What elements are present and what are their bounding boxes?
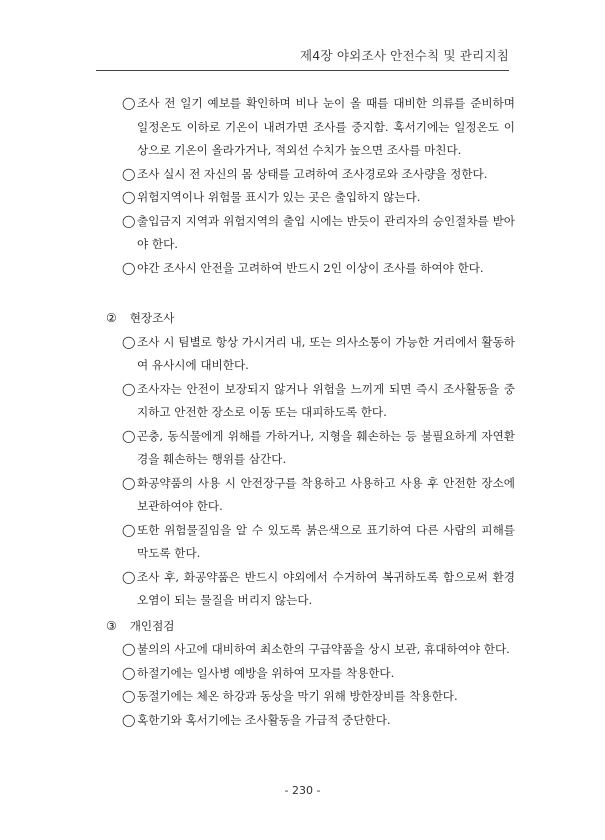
section-title: 개인점검: [129, 618, 175, 633]
item-text: 조사 후, 화공약품은 반드시 야외에서 수거하여 복귀하도록 함으로써 환경오염이 되는 물질을 버리지 않는다.: [137, 569, 515, 607]
item-text: 하절기에는 일사병 예방을 위하여 모자를 착용한다.: [137, 665, 395, 680]
list-item: [106, 472, 515, 519]
item-text: 동절기에는 체온 하강과 동상을 막기 위해 방한장비를 착용한다.: [137, 689, 458, 703]
circle-bullet-icon: ◯: [122, 475, 136, 490]
list-item: [106, 92, 515, 163]
list-item: [106, 519, 515, 566]
circle-bullet-icon: ◯: [122, 712, 136, 727]
list-item: [106, 331, 515, 378]
item-text: 조사자는 안전이 보장되지 않거나 위험을 느끼게 되면 즉시 조사활동을 중지하고 안전한 장소로 이동 또는 대피하도록 한다.: [137, 381, 515, 419]
list-item: [106, 638, 515, 662]
list-item: [106, 163, 515, 187]
chapter-title: 제4장 야외조사 안전수칙 및 관리지침: [300, 48, 509, 63]
section-heading: [106, 615, 515, 639]
circle-bullet-icon: ◯: [122, 689, 136, 703]
list-item: [106, 709, 515, 733]
list-item: [106, 257, 515, 281]
list-item: [106, 210, 515, 257]
running-header: [96, 40, 509, 71]
section-number: ③: [106, 618, 117, 633]
item-text: 화공약품의 사용 시 안전장구를 착용하고 사용하고 사용 후 안전한 장소에 보관하여야 한다.: [137, 475, 515, 513]
item-text: 조사 실시 전 자신의 몸 상태를 고려하여 조사경로와 조사량을 정한다.: [137, 166, 488, 181]
list-item: [106, 566, 515, 613]
intro-list: [106, 92, 515, 280]
circle-bullet-icon: ◯: [122, 522, 136, 537]
section-field-survey: [106, 307, 515, 613]
item-text: 또한 위험물질임을 알 수 있도록 붉은색으로 표기하여 다른 사람의 피해를 막도록 한다.: [137, 522, 515, 560]
list-item: [106, 425, 515, 472]
circle-bullet-icon: ◯: [122, 381, 136, 396]
section-heading: [106, 307, 515, 331]
circle-bullet-icon: ◯: [122, 642, 136, 656]
list-item: [106, 378, 515, 425]
circle-bullet-icon: ◯: [122, 190, 136, 204]
section-number: ②: [106, 311, 117, 325]
item-text: 혹한기와 혹서기에는 조사활동을 가급적 중단한다.: [137, 712, 391, 727]
circle-bullet-icon: ◯: [122, 569, 136, 584]
circle-bullet-icon: ◯: [122, 428, 136, 443]
list-item: [106, 685, 515, 709]
section-title: 현장조사: [129, 311, 175, 325]
item-text: 조사 전 일기 예보를 확인하며 비나 눈이 올 때를 대비한 의류를 준비하며 일정온도 이하로 기온이 내려가면 조사를 중지함. 혹서기에는 일정온도 이상으로 기온이 올라가거나, 적외선 수치가 높으면 조사를 마친다.: [137, 96, 515, 157]
item-text: 위험지역이나 위험물 표시가 있는 곳은 출입하지 않는다.: [137, 190, 421, 204]
item-text: 곤충, 동식물에게 위해를 가하거나, 지형을 훼손하는 등 불필요하게 자연환경을 훼손하는 행위를 삼간다.: [137, 428, 515, 466]
circle-bullet-icon: ◯: [122, 665, 136, 680]
circle-bullet-icon: ◯: [122, 260, 136, 275]
list-item: [106, 186, 515, 210]
circle-bullet-icon: ◯: [122, 213, 136, 228]
page-number: - 230 -: [284, 784, 321, 797]
item-text: 조사 시 팀별로 항상 가시거리 내, 또는 의사소통이 가능한 거리에서 활동하여 유사시에 대비한다.: [137, 334, 515, 372]
circle-bullet-icon: ◯: [122, 96, 136, 110]
list-item: [106, 662, 515, 686]
circle-bullet-icon: ◯: [122, 334, 136, 349]
section-personal-check: [106, 615, 515, 733]
circle-bullet-icon: ◯: [122, 166, 136, 181]
item-text: 야간 조사시 안전을 고려하여 반드시 2인 이상이 조사를 하여야 한다.: [137, 260, 484, 275]
item-text: 출입금지 지역과 위험지역의 출입 시에는 반듯이 관리자의 승인절차를 받아야 한다.: [137, 213, 515, 251]
page-body: [106, 92, 515, 732]
item-text: 불의의 사고에 대비하여 최소한의 구급약품을 상시 보관, 휴대하여야 한다.: [137, 642, 510, 656]
